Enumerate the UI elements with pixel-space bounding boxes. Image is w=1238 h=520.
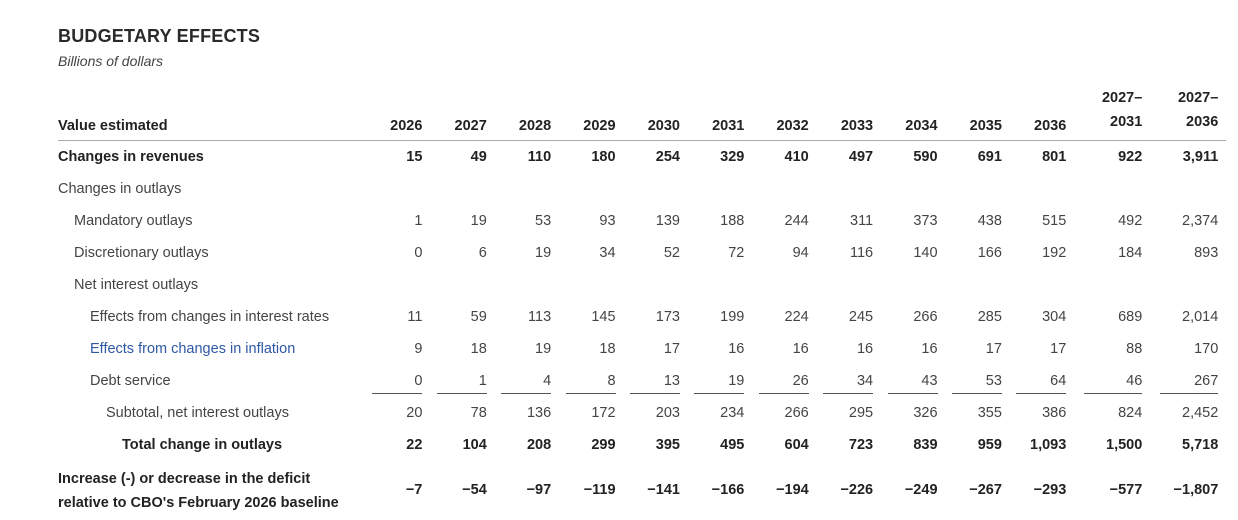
table-cell: −194 xyxy=(776,481,809,498)
row-label: Mandatory outlays xyxy=(74,212,193,229)
table-cell: 245 xyxy=(848,308,874,325)
table-cell: −97 xyxy=(526,481,552,498)
table-cell xyxy=(946,269,1010,301)
table-cell: 59 xyxy=(470,308,487,325)
column-header-year: 2026 xyxy=(366,86,430,141)
table-cell: 5,718 xyxy=(1182,436,1219,453)
table-cell: 497 xyxy=(848,148,874,165)
table-cell: 515 xyxy=(1042,212,1067,229)
table-cell: 801 xyxy=(1042,148,1067,165)
table-cell: 234 xyxy=(688,397,752,429)
table-cell xyxy=(1150,173,1226,205)
table-cell xyxy=(688,269,752,301)
table-cell: 140 xyxy=(913,244,938,261)
column-header-sum-2031 xyxy=(1074,86,1150,141)
table-cell: 172 xyxy=(559,397,623,429)
table-cell: 295 xyxy=(817,397,881,429)
row-label: Subtotal, net interest outlays xyxy=(106,404,289,421)
table-cell xyxy=(881,173,945,205)
table-cell: 689 xyxy=(1118,308,1143,325)
table-cell: 53 xyxy=(535,212,552,229)
table-cell: 192 xyxy=(1042,244,1067,261)
table-cell xyxy=(688,173,752,205)
column-header-year: 2033 xyxy=(817,86,881,141)
table-cell: 180 xyxy=(591,148,616,165)
table-cell: 9 xyxy=(414,340,423,357)
table-cell xyxy=(559,173,623,205)
table-cell: −7 xyxy=(405,481,423,498)
table-cell: 6 xyxy=(478,244,487,261)
table-cell: 1,500 xyxy=(1106,436,1143,453)
table-cell: 88 xyxy=(1126,340,1143,357)
table-cell: 34 xyxy=(599,244,616,261)
table-cell: 1 xyxy=(414,212,423,229)
row-label: Effects from changes in interest rates xyxy=(90,308,330,325)
table-cell: 959 xyxy=(977,436,1002,453)
row-discretionary-outlays xyxy=(58,237,1226,269)
table-cell xyxy=(752,173,816,205)
row-effects-interest-rates xyxy=(58,301,1226,333)
table-cell: 136 xyxy=(495,397,559,429)
table-cell: 166 xyxy=(977,244,1002,261)
column-header-year: 2029 xyxy=(559,86,623,141)
row-net-interest-outlays xyxy=(58,269,1226,301)
table-cell xyxy=(946,173,1010,205)
table-cell: 254 xyxy=(655,148,680,165)
table-cell: 49 xyxy=(470,148,487,165)
column-header-year: 2031 xyxy=(688,86,752,141)
sum-header-top: 2027– xyxy=(1177,90,1219,106)
table-cell: 893 xyxy=(1194,244,1219,261)
table-cell: 244 xyxy=(784,212,809,229)
table-cell: 19 xyxy=(535,244,552,261)
table-cell: 0 xyxy=(414,372,423,389)
table-cell: 1,093 xyxy=(1030,436,1067,453)
table-cell: 0 xyxy=(414,244,423,261)
table-cell: −141 xyxy=(647,481,680,498)
table-cell: 20 xyxy=(366,397,430,429)
table-cell: 1 xyxy=(478,372,487,389)
table-cell xyxy=(1074,173,1150,205)
table-cell: 19 xyxy=(535,340,552,357)
row-mandatory-outlays xyxy=(58,205,1226,237)
column-header-year: 2035 xyxy=(946,86,1010,141)
table-cell: 16 xyxy=(921,340,938,357)
row-effects-inflation xyxy=(58,333,1226,365)
table-cell: 266 xyxy=(913,308,938,325)
column-header-sum-2036 xyxy=(1150,86,1226,141)
table-cell: 15 xyxy=(406,148,423,165)
table-cell: −119 xyxy=(583,481,616,498)
budget-table-container xyxy=(58,24,1219,511)
table-cell: 266 xyxy=(752,397,816,429)
column-header-label: Value estimated xyxy=(58,86,366,141)
table-cell xyxy=(495,173,559,205)
table-cell: 495 xyxy=(720,436,745,453)
table-cell: 145 xyxy=(591,308,616,325)
table-cell: 94 xyxy=(792,244,809,261)
column-header-year: 2030 xyxy=(624,86,688,141)
table-cell xyxy=(624,269,688,301)
table-cell: 395 xyxy=(655,436,680,453)
column-header-year: 2034 xyxy=(881,86,945,141)
table-cell xyxy=(881,269,945,301)
table-cell: 16 xyxy=(856,340,874,357)
table-cell: 113 xyxy=(528,308,552,325)
table-cell xyxy=(430,269,494,301)
table-cell: 184 xyxy=(1118,244,1143,261)
table-cell: 299 xyxy=(591,436,616,453)
table-subtitle: Billions of dollars xyxy=(58,53,164,69)
table-cell: 110 xyxy=(527,148,552,165)
table-cell: −54 xyxy=(462,481,487,498)
table-cell: −293 xyxy=(1033,481,1067,498)
table-cell: 52 xyxy=(663,244,680,261)
table-cell: 22 xyxy=(406,436,423,453)
row-label: Debt service xyxy=(90,372,171,389)
table-cell: 267 xyxy=(1194,372,1219,389)
table-cell xyxy=(559,269,623,301)
column-header-year: 2036 xyxy=(1010,86,1074,141)
table-cell: −577 xyxy=(1109,481,1143,498)
table-cell xyxy=(366,269,430,301)
table-cell: 208 xyxy=(526,436,552,453)
table-cell: 839 xyxy=(913,436,938,453)
table-cell: 604 xyxy=(784,436,809,453)
row-label[interactable]: Effects from changes in inflation xyxy=(90,340,296,357)
table-cell: 17 xyxy=(985,340,1002,357)
table-cell: −1,807 xyxy=(1173,481,1219,498)
table-cell: 2,452 xyxy=(1150,397,1226,429)
table-cell: 326 xyxy=(881,397,945,429)
sum-header-bottom: 2036 xyxy=(1186,114,1219,130)
table-cell xyxy=(1010,269,1074,301)
table-cell: 2,014 xyxy=(1182,308,1219,325)
table-cell: 18 xyxy=(599,340,616,357)
column-header-year: 2027 xyxy=(430,86,494,141)
table-cell: 17 xyxy=(1050,340,1067,357)
table-cell: 17 xyxy=(663,340,680,357)
table-cell: 43 xyxy=(921,372,938,389)
table-cell xyxy=(366,173,430,205)
table-cell: 64 xyxy=(1050,372,1067,389)
table-cell: 199 xyxy=(720,308,745,325)
table-cell xyxy=(1150,269,1226,301)
table-cell: 4 xyxy=(543,372,552,389)
row-changes-in-revenues xyxy=(58,141,1226,173)
table-cell: −267 xyxy=(969,481,1002,498)
table-cell: 18 xyxy=(470,340,487,357)
table-cell: 116 xyxy=(850,244,874,261)
table-cell: 93 xyxy=(599,212,616,229)
header-row xyxy=(58,86,1226,141)
table-cell xyxy=(817,173,881,205)
table-cell: −166 xyxy=(711,481,745,498)
table-cell: 386 xyxy=(1010,397,1074,429)
table-title: BUDGETARY EFFECTS xyxy=(58,26,261,46)
table-cell: 72 xyxy=(728,244,745,261)
table-cell: 285 xyxy=(977,308,1002,325)
table-cell: 19 xyxy=(470,212,487,229)
table-cell: 3,911 xyxy=(1182,148,1219,165)
table-cell: 13 xyxy=(663,372,680,389)
table-cell: 26 xyxy=(792,372,809,389)
budgetary-effects-table xyxy=(58,86,1226,519)
table-cell: 170 xyxy=(1194,340,1219,357)
table-cell: 224 xyxy=(784,308,809,325)
table-cell: 16 xyxy=(728,340,745,357)
table-cell: 78 xyxy=(430,397,494,429)
table-cell: 8 xyxy=(607,372,616,389)
table-cell: 203 xyxy=(624,397,688,429)
table-cell xyxy=(430,173,494,205)
table-cell: 19 xyxy=(728,372,745,389)
sum-header-bottom: 2031 xyxy=(1110,114,1143,130)
table-cell: 304 xyxy=(1042,308,1067,325)
column-header-year: 2028 xyxy=(495,86,559,141)
table-cell: 188 xyxy=(720,212,745,229)
table-cell xyxy=(817,269,881,301)
row-label: Total change in outlays xyxy=(122,436,283,453)
table-cell xyxy=(495,269,559,301)
table-cell: 355 xyxy=(946,397,1010,429)
row-subtotal-net-interest xyxy=(58,397,1226,429)
table-cell: −249 xyxy=(904,481,938,498)
row-label: Net interest outlays xyxy=(74,276,199,293)
column-header-year: 2032 xyxy=(752,86,816,141)
row-label: Discretionary outlays xyxy=(74,244,209,261)
table-cell: −226 xyxy=(840,481,874,498)
table-cell xyxy=(1010,173,1074,205)
table-cell: 2,374 xyxy=(1182,212,1219,229)
table-cell: 373 xyxy=(913,212,938,229)
table-cell: 590 xyxy=(913,148,938,165)
row-total-change-outlays xyxy=(58,429,1226,461)
table-cell xyxy=(1074,269,1150,301)
table-cell: 173 xyxy=(655,308,680,325)
table-cell: 691 xyxy=(977,148,1002,165)
table-cell: 11 xyxy=(407,308,423,325)
row-label: Changes in outlays xyxy=(58,180,182,197)
table-cell: 46 xyxy=(1126,372,1143,389)
table-cell: 723 xyxy=(848,436,874,453)
row-changes-in-outlays xyxy=(58,173,1226,205)
table-cell xyxy=(752,269,816,301)
sum-header-top: 2027– xyxy=(1101,90,1143,106)
table-cell: 34 xyxy=(856,372,874,389)
table-cell: 53 xyxy=(985,372,1002,389)
table-cell: 492 xyxy=(1118,212,1143,229)
table-cell: 139 xyxy=(655,212,680,229)
table-cell: 824 xyxy=(1074,397,1150,429)
row-label: Increase (-) or decrease in the deficit relative to CBO's February 2026 baseline xyxy=(58,470,339,511)
table-cell: 104 xyxy=(462,436,487,453)
table-cell: 311 xyxy=(850,212,874,229)
table-cell: 438 xyxy=(977,212,1002,229)
row-deficit-change xyxy=(58,461,1226,519)
table-cell: 16 xyxy=(792,340,809,357)
table-cell: 922 xyxy=(1118,148,1143,165)
table-cell xyxy=(624,173,688,205)
table-cell: 410 xyxy=(784,148,809,165)
table-cell: 329 xyxy=(720,148,745,165)
row-label: Changes in revenues xyxy=(58,148,204,165)
